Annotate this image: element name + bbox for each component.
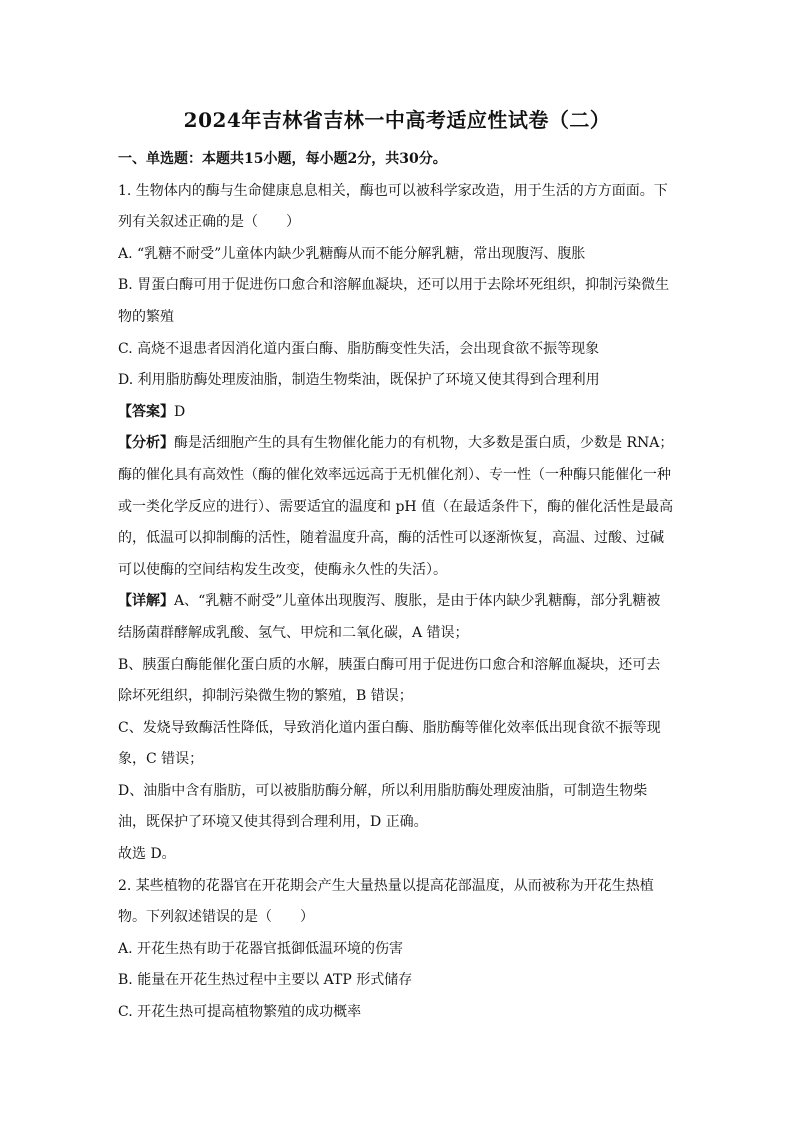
option-d: D. 利用脂肪酶处理废油脂，制造生物柴油，既保护了环境又使其得到合理利用	[118, 372, 600, 389]
detail-text: B、胰蛋白酶能催化蛋白质的水解，胰蛋白酶可用于促进伤口愈合和溶解血凝块，还可去	[118, 656, 661, 673]
detail-text: 油，既保护了环境又使其得到合理利用，D 正确。	[118, 814, 428, 831]
question-text: 2. 某些植物的花器官在开花期会产生大量热量以提高花部温度，从而被称为开花生热植	[118, 877, 654, 894]
analysis-text: 可以使酶的空间结构发生改变，使酶永久性的失活）。	[118, 561, 447, 578]
analysis-tag: 【分析】	[118, 435, 174, 452]
detail-conclusion: 故选 D。	[118, 846, 176, 863]
question-text: 1. 生物体内的酶与生命健康息息相关，酶也可以被科学家改造，用于生活的方方面面。下	[118, 182, 668, 199]
answer-value: D	[174, 403, 186, 420]
analysis-text: 酶的催化具有高效性（酶的催化效率远远高于无机催化剂）、专一性（一种酶只能催化一种	[118, 466, 671, 483]
option-c: C. 开花生热可提高植物繁殖的成功概率	[118, 1004, 362, 1021]
detail-text: A、“乳糖不耐受”儿童体出现腹泻、腹胀，是由于体内缺少乳糖酶，部分乳糖被	[174, 593, 661, 610]
document-body	[118, 144, 678, 1029]
analysis-block	[118, 428, 678, 586]
analysis-text: 或一类化学反应的进行）、需要适宜的温度和 pH 值（在最适条件下，酶的催化活性是最高	[118, 498, 674, 515]
question-text: 物。下列叙述错误的是（ ）	[118, 909, 314, 926]
detail-text: 除坏死组织，抑制污染微生物的繁殖，B 错误；	[118, 688, 413, 705]
option-b: B. 胃蛋白酶可用于促进伤口愈合和溶解血凝块，还可以用于去除坏死组织，抑制污染微生	[118, 277, 670, 294]
detail-text: 象，C 错误；	[118, 751, 204, 768]
detail-tag: 【详解】	[118, 593, 174, 610]
analysis-text: 酶是活细胞产生的具有生物催化能力的有机物，大多数是蛋白质，少数是 RNA；	[174, 435, 674, 452]
section-heading: 一、单选题：本题共15小题，每小题2分，共30分。	[118, 151, 447, 167]
detail-text: D、油脂中含有脂肪，可以被脂肪酶分解，所以利用脂肪酶处理废油脂，可制造生物柴	[118, 782, 648, 799]
option-a: A. 开花生热有助于花器官抵御低温环境的伤害	[118, 940, 404, 957]
question-1	[118, 176, 678, 397]
detail-block	[118, 586, 678, 870]
page-title: 2024年吉林省吉林一中高考适应性试卷（二）	[183, 108, 611, 132]
analysis-line	[118, 428, 678, 460]
option-c: C. 高烧不退患者因消化道内蛋白酶、脂肪酶变性失活，会出现食欲不振等现象	[118, 340, 600, 357]
option-a: A. “乳糖不耐受”儿童体内缺少乳糖酶从而不能分解乳糖，常出现腹泻、腹胀	[118, 245, 586, 262]
question-2	[118, 871, 678, 1029]
detail-text: 结肠菌群酵解成乳酸、氢气、甲烷和二氧化碳，A 错误；	[118, 624, 469, 641]
question-text: 列有关叙述正确的是（ ）	[118, 214, 300, 231]
answer-line	[118, 397, 678, 429]
option-b-continued: 物的繁殖	[118, 308, 174, 325]
analysis-text: 的，低温可以抑制酶的活性，随着温度升高，酶的活性可以逐渐恢复，高温、过酸、过碱	[118, 530, 664, 547]
detail-text: C、发烧导致酶活性降低，导致消化道内蛋白酶、脂肪酶等催化效率低出现食欲不振等现	[118, 719, 661, 736]
answer-tag: 【答案】	[118, 403, 174, 420]
detail-line	[118, 586, 678, 618]
option-b: B. 能量在开花生热过程中主要以 ATP 形式储存	[118, 972, 413, 989]
